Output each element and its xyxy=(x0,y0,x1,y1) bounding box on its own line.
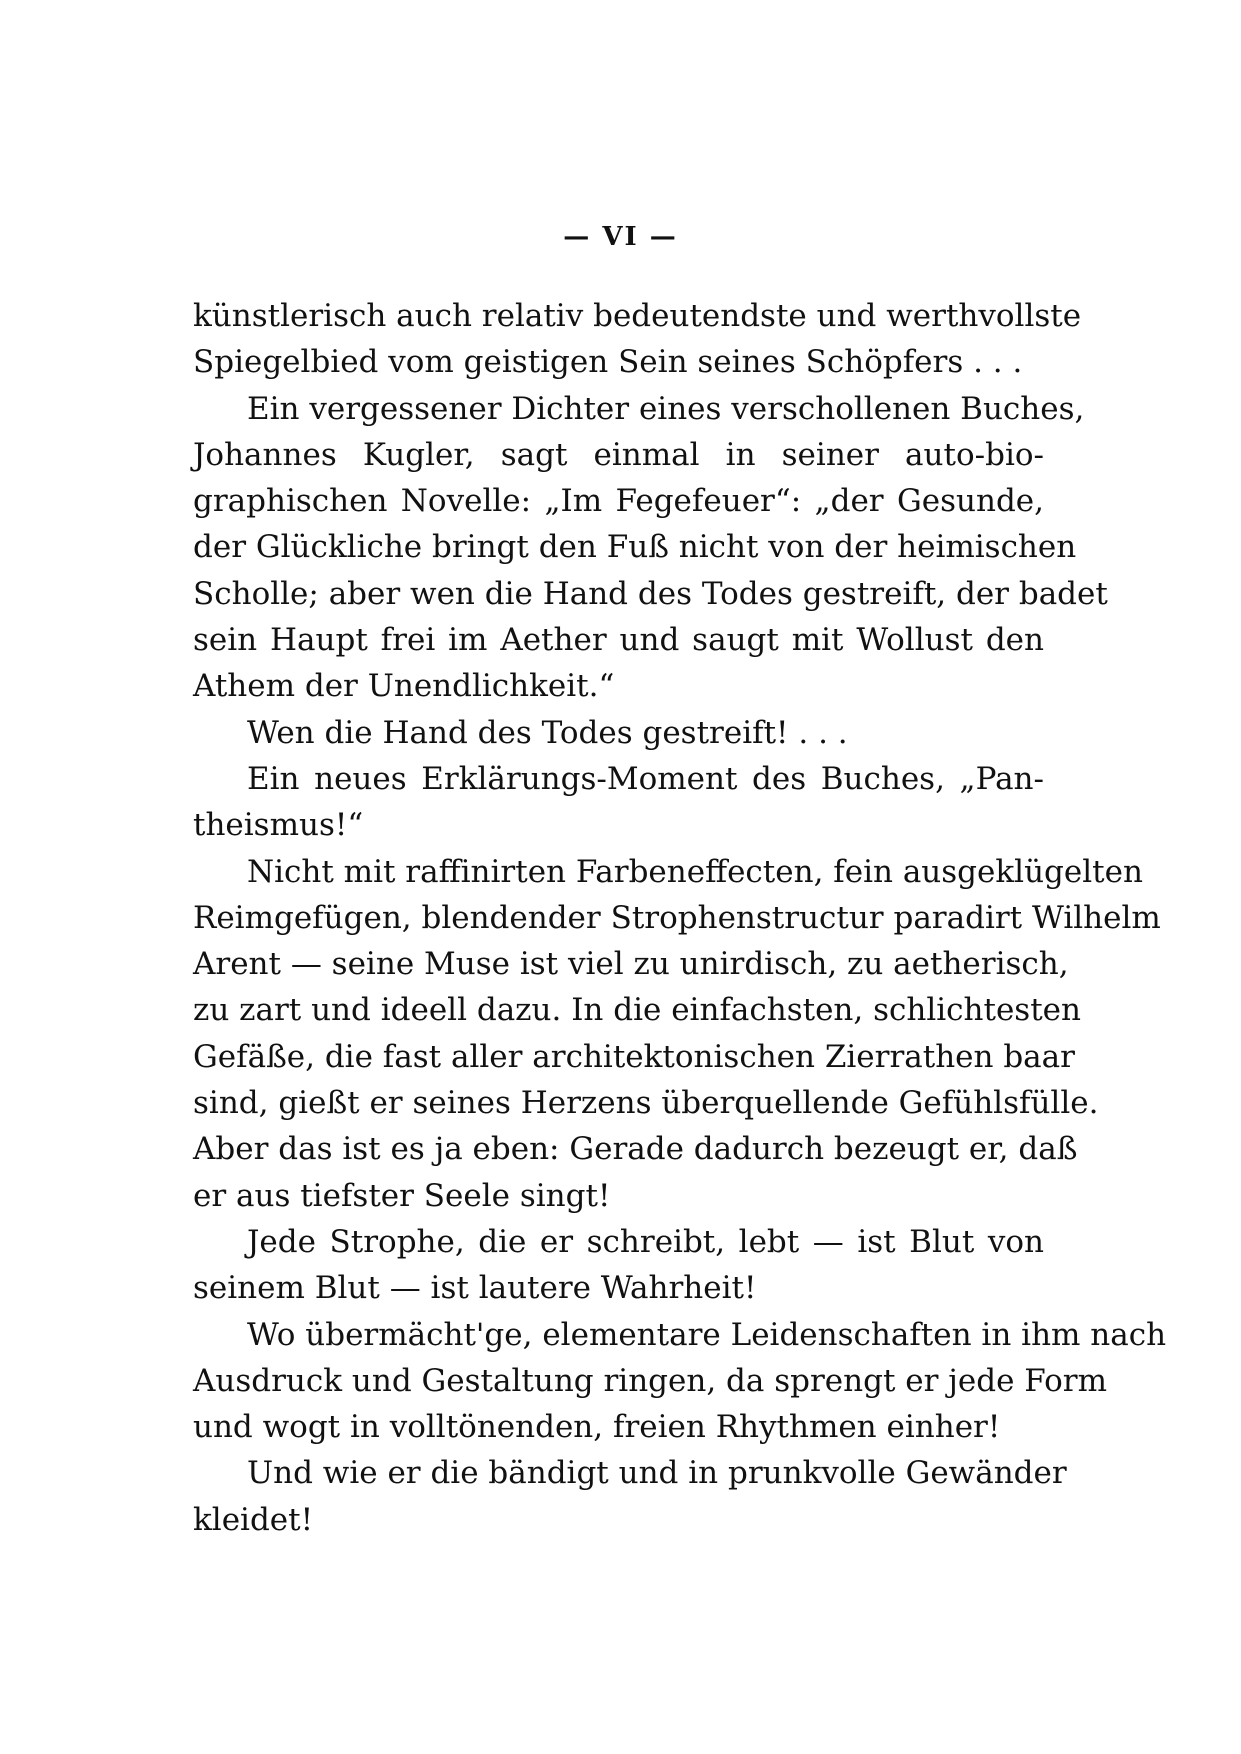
text-line: Johannes Kugler, sagt einmal in seiner auto-bio- xyxy=(193,436,1044,473)
text-line: Aber das ist es ja eben: Gerade dadurch bezeugt er, daß xyxy=(193,1131,1078,1168)
text-line: künstlerisch auch relativ bedeutendste und werthvollste xyxy=(193,298,1082,334)
text-line: Ein neues Erklärungs-Moment des Buches, „Pan- xyxy=(247,760,1044,797)
text-line: Ausdruck und Gestaltung ringen, da sprengt er jede Form xyxy=(193,1362,1107,1399)
text-line: und wogt in volltönenden, freien Rhythmen einher! xyxy=(193,1409,1001,1446)
text-line: Spiegelbied vom geistigen Sein seines Schöpfers . . . xyxy=(193,344,1023,381)
text-line: graphischen Novelle: „Im Fegefeuer“: „der Gesunde, xyxy=(193,483,1044,520)
text-line: Scholle; aber wen die Hand des Todes gestreift, der badet xyxy=(193,575,1108,612)
text-line: Nicht mit raffinirten Farbeneffecten, fein ausgeklügelten xyxy=(247,853,1143,890)
text-line: sind, gießt er seines Herzens überquellende Gefühlsfülle. xyxy=(193,1085,1099,1122)
text-line: theismus!“ xyxy=(193,807,364,844)
text-line: Ein vergessener Dichter eines verschollenen Buches, xyxy=(247,390,1085,427)
text-line: seinem Blut — ist lautere Wahrheit! xyxy=(193,1270,757,1307)
text-line: Reimgefügen, blendender Strophenstructur paradirt Wilhelm xyxy=(193,899,1161,936)
text-line: Jede Strophe, die er schreibt, lebt — ist Blut von xyxy=(247,1223,1044,1260)
text-line: Arent — seine Muse ist viel zu unirdisch, zu aetherisch, xyxy=(193,946,1069,983)
text-line: Gefäße, die fast aller architektonischen Zierrathen baar xyxy=(193,1038,1075,1075)
text-line: Wo übermächt'ge, elementare Leidenschaften in ihm nach xyxy=(247,1316,1167,1353)
text-line: kleidet! xyxy=(193,1501,314,1538)
text-line: Wen die Hand des Todes gestreift! . . . xyxy=(247,714,848,751)
page-number: — VI — xyxy=(563,222,678,252)
text-line: der Glückliche bringt den Fuß nicht von der heimischen xyxy=(193,529,1077,566)
text-line: Und wie er die bändigt und in prunkvolle Gewänder xyxy=(247,1455,1067,1492)
text-line: er aus tiefster Seele singt! xyxy=(193,1177,611,1214)
text-line: sein Haupt frei im Aether und saugt mit Wollust den xyxy=(193,622,1044,659)
text-line: zu zart und ideell dazu. In die einfachsten, schlichtesten xyxy=(193,992,1081,1029)
text-line: Athem der Unendlichkeit.“ xyxy=(193,668,615,705)
body-text xyxy=(193,293,1167,1543)
